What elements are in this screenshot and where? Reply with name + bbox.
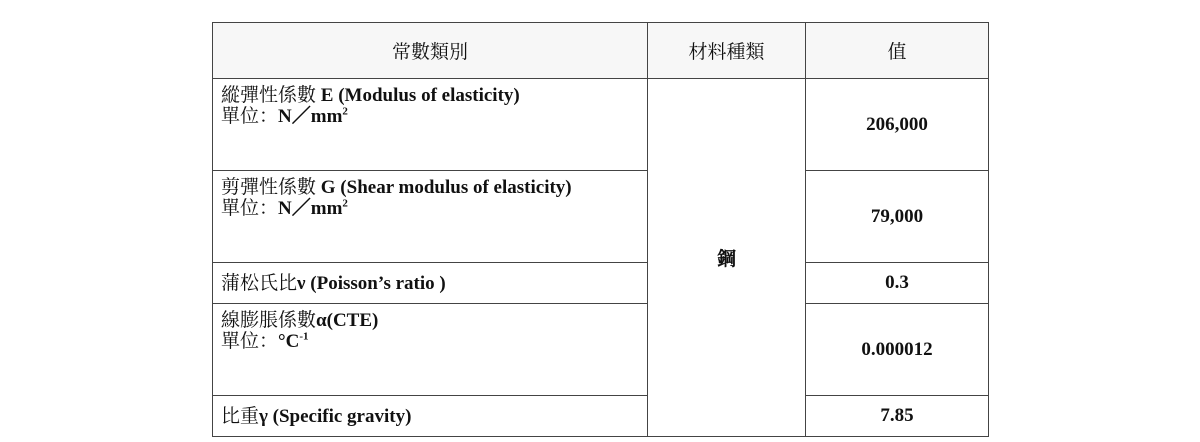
constant-unit: 單位：$^\circ C^{-1}$: [221, 330, 309, 352]
table-row: [213, 171, 989, 263]
constant-name-cell: [213, 263, 648, 304]
constants-table: [212, 22, 989, 437]
value-cell: 206,000: [806, 79, 989, 171]
constant-name-cell: [213, 79, 648, 171]
constant-unit: 單位：$N/mm^2$: [221, 105, 348, 127]
value-cell: 79,000: [806, 171, 989, 263]
header-value: 值: [806, 23, 989, 79]
constant-name: 蒲松氏比ν (Poisson’s ratio ): [221, 271, 446, 294]
constant-name: 縱彈性係數 E (Modulus of elasticity): [221, 84, 520, 106]
material-cell: 鋼: [648, 79, 806, 437]
value-cell: 7.85: [806, 396, 989, 437]
constant-name: 線膨脹係數α(CTE): [221, 309, 379, 331]
constant-name-cell: [213, 396, 648, 437]
constant-name-cell: [213, 304, 648, 396]
header-material: 材料種類: [648, 23, 806, 79]
header-category: 常數類別: [213, 23, 648, 79]
constant-name: 剪彈性係數 G (Shear modulus of elasticity): [221, 176, 572, 198]
constant-name: 比重γ (Specific gravity): [221, 404, 412, 427]
table-row: [213, 263, 989, 304]
table-row: [213, 396, 989, 437]
table-row: [213, 79, 989, 171]
header-row: [213, 23, 989, 79]
value-cell: 0.3: [806, 263, 989, 304]
constant-unit: 單位：$N/mm^2$: [221, 197, 348, 219]
table-row: [213, 304, 989, 396]
constant-name-cell: [213, 171, 648, 263]
value-cell: 0.000012: [806, 304, 989, 396]
